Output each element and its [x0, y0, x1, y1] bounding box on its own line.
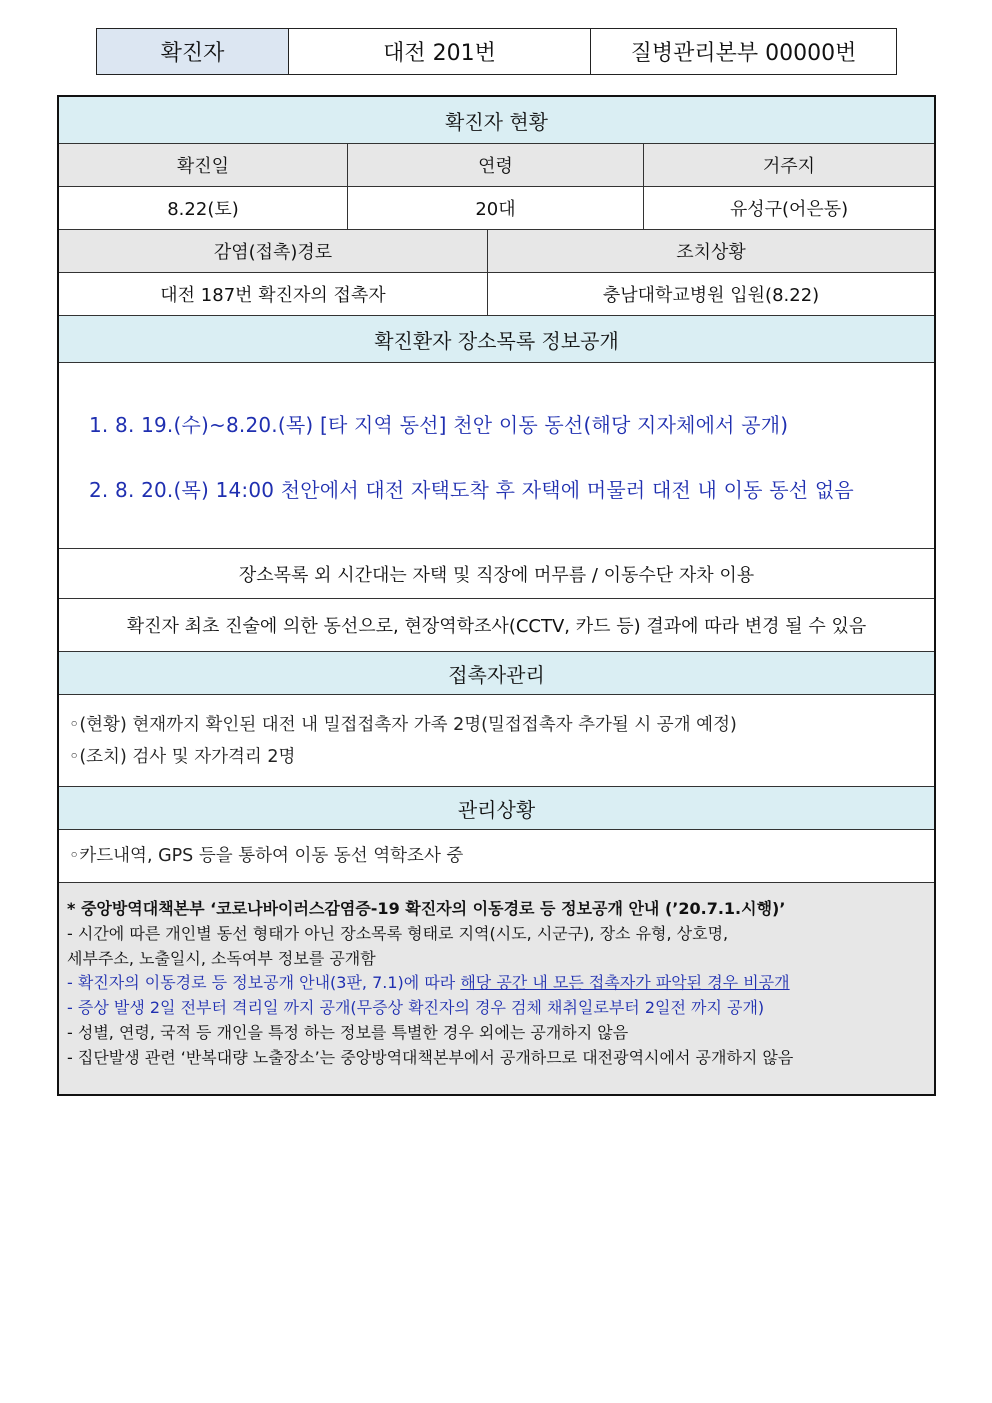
kdca-number: 질병관리본부 00000번 [630, 41, 857, 66]
case-label: 확진자 [97, 29, 289, 74]
footnote-line-text: - 확진자의 이동경로 등 정보공개 안내(3판, 7.1)에 따라 [67, 973, 461, 993]
status-title: 확진자 현황 [59, 97, 934, 143]
list-item: ◦카드내역, GPS 등을 통하여 이동 동선 역학조사 중 [69, 846, 464, 866]
list-item: 1. 8. 19.(수)~8.20.(목) [타 지역 동선] 천안 이동 동선(해당 지자체에서 공개) [89, 413, 789, 437]
col-age-header: 연령 [347, 144, 643, 186]
footnote-line: - 집단발생 관련 ‘반복대량 노출장소’는 중앙방역대책본부에서 공개하므로 대전광역시에서 공개하지 않음 [67, 1047, 794, 1067]
management-list [59, 830, 934, 883]
col-action-header: 조치상황 [487, 230, 934, 272]
places-list [59, 363, 934, 549]
infection-route: 대전 187번 확진자의 접촉자 [160, 285, 386, 306]
places-note-2: 확진자 최초 진술에 의한 동선으로, 현장역학조사(CCTV, 카드 등) 결과에 따라 변경 될 수 있음 [126, 616, 867, 637]
age-group: 20대 [347, 187, 643, 229]
case-header-table [96, 28, 897, 75]
footnote-line: - 시간에 따른 개인별 동선 형태가 아닌 장소목록 형태로 지역(시도, 시군구), 장소 유형, 상호명, [67, 923, 729, 943]
places-title: 확진환자 장소목록 정보공개 [59, 316, 934, 362]
col-residence-header: 거주지 [643, 144, 934, 186]
col-route-header: 감염(접촉)경로 [59, 230, 487, 272]
footnote-line: - 증상 발생 2일 전부터 격리일 까지 공개(무증상 확진자의 경우 검체 채취일로부터 2일전 까지 공개) [67, 998, 765, 1018]
footnote-underlined-text: 해당 공간 내 모든 접촉자가 파악된 경우 비공개 [460, 973, 790, 993]
list-item: 2. 8. 20.(목) 14:00 천안에서 대전 자택도착 후 자택에 머물러 대전 내 이동 동선 없음 [89, 478, 854, 502]
footnote-line [67, 971, 926, 996]
contacts-list [59, 695, 934, 787]
footnote-line: - 성별, 연령, 국적 등 개인을 특정 하는 정보를 특별한 경우 외에는 공개하지 않음 [67, 1022, 629, 1042]
confirm-date: 8.22(토) [167, 199, 239, 220]
list-item: ◦(현황) 현재까지 확인된 대전 내 밀접접촉자 가족 2명(밀접접촉자 추가될 시 공개 예정) [69, 715, 737, 735]
management-title: 관리상황 [59, 787, 934, 829]
contacts-title: 접촉자관리 [59, 652, 934, 694]
places-note-1: 장소목록 외 시간대는 자택 및 직장에 머무름 / 이동수단 자차 이용 [238, 564, 755, 586]
footnote-heading: * 중앙방역대책본부 ‘코로나바이러스감염증-19 확진자의 이동경로 등 정보공개 안내 (’20.7.1.시행)’ [67, 899, 786, 918]
footnote-block [59, 883, 934, 1094]
case-number: 대전 201번 [289, 29, 591, 74]
residence: 유성구(어은동) [643, 187, 934, 229]
case-info-table [57, 95, 936, 1096]
list-item: ◦(조치) 검사 및 자가격리 2명 [69, 747, 296, 767]
footnote-line: 세부주소, 노출일시, 소독여부 정보를 공개함 [67, 948, 376, 968]
col-date-header: 확진일 [59, 144, 347, 186]
action-status: 충남대학교병원 입원(8.22) [487, 273, 934, 315]
